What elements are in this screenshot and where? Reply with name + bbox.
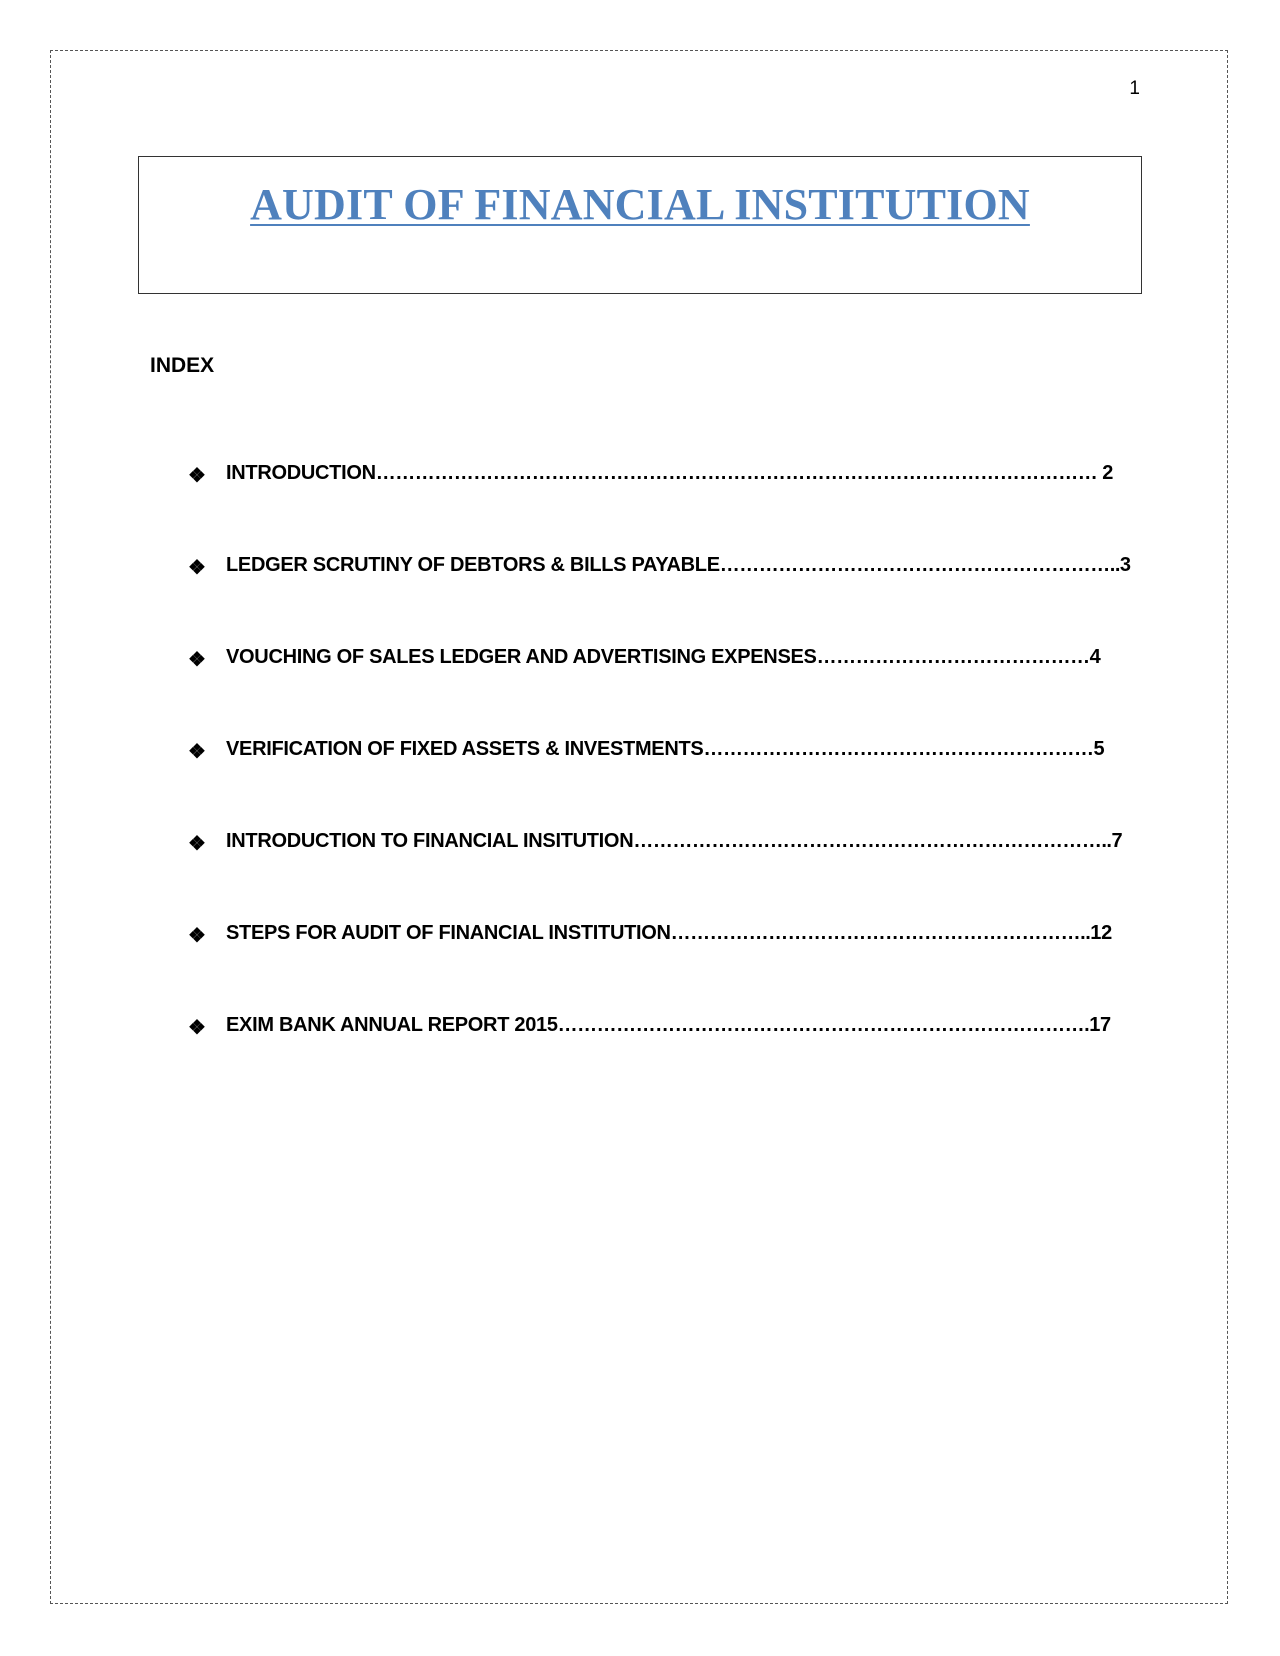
toc-entry	[226, 646, 1100, 669]
toc-label: STEPS FOR AUDIT OF FINANCIAL INSTITUTION	[226, 922, 671, 944]
toc-leader-dots: ……………………………………………………………………….	[557, 1014, 1090, 1036]
diamond-bullet-icon: ❖	[188, 1017, 206, 1039]
toc-entry	[226, 830, 1122, 853]
toc-entry	[226, 462, 1113, 485]
diamond-bullet-icon: ❖	[188, 741, 206, 763]
toc-page-number: 12	[1090, 922, 1112, 944]
toc-leader-dots: …………………………………………………………………………………………………	[375, 462, 1103, 484]
toc-label: VERIFICATION OF FIXED ASSETS & INVESTMENTS	[226, 738, 704, 760]
toc-page-number: 2	[1102, 462, 1114, 484]
diamond-bullet-icon: ❖	[188, 649, 206, 671]
toc-leader-dots: ………………………………………………………………..	[633, 830, 1112, 852]
page-title: AUDIT OF FINANCIAL INSTITUTION	[250, 180, 1030, 229]
toc-label: INTRODUCTION	[226, 462, 376, 484]
toc-entry	[226, 738, 1104, 761]
title-box	[138, 156, 1142, 294]
toc-item-intro-financial-institution[interactable]	[188, 830, 1128, 922]
toc-page-number: 7	[1111, 830, 1123, 852]
toc-leader-dots: ……………………………………………………..	[719, 554, 1120, 576]
toc-item-introduction[interactable]	[188, 462, 1128, 554]
toc-item-audit-steps[interactable]	[188, 922, 1128, 1014]
toc-leader-dots: ……………………………………	[816, 646, 1090, 668]
toc-leader-dots: ……………………………………………………	[703, 738, 1094, 760]
table-of-contents	[188, 462, 1131, 1106]
toc-label: EXIM BANK ANNUAL REPORT 2015	[226, 1014, 558, 1036]
index-heading: INDEX	[150, 354, 215, 377]
toc-label: INTRODUCTION TO FINANCIAL INSITUTION	[226, 830, 634, 852]
toc-label: VOUCHING OF SALES LEDGER AND ADVERTISING EXPENSES	[226, 646, 817, 668]
diamond-bullet-icon: ❖	[188, 465, 206, 487]
toc-leader-dots: ………………………………………………………..	[670, 922, 1091, 944]
toc-page-number: 4	[1089, 646, 1101, 668]
toc-item-verification[interactable]	[188, 738, 1128, 830]
toc-entry	[226, 922, 1112, 945]
toc-label: LEDGER SCRUTINY OF DEBTORS & BILLS PAYABLE	[226, 554, 720, 576]
page-number: 1	[1129, 78, 1140, 99]
toc-item-exim-report[interactable]	[188, 1014, 1128, 1106]
toc-item-ledger-scrutiny[interactable]	[188, 554, 1131, 646]
toc-page-number: 5	[1093, 738, 1105, 760]
toc-entry	[226, 1014, 1111, 1037]
toc-page-number: 17	[1089, 1014, 1111, 1036]
toc-entry	[226, 554, 1131, 577]
diamond-bullet-icon: ❖	[188, 557, 206, 579]
diamond-bullet-icon: ❖	[188, 833, 206, 855]
diamond-bullet-icon: ❖	[188, 925, 206, 947]
toc-page-number: 3	[1119, 554, 1131, 576]
toc-item-vouching[interactable]	[188, 646, 1128, 738]
